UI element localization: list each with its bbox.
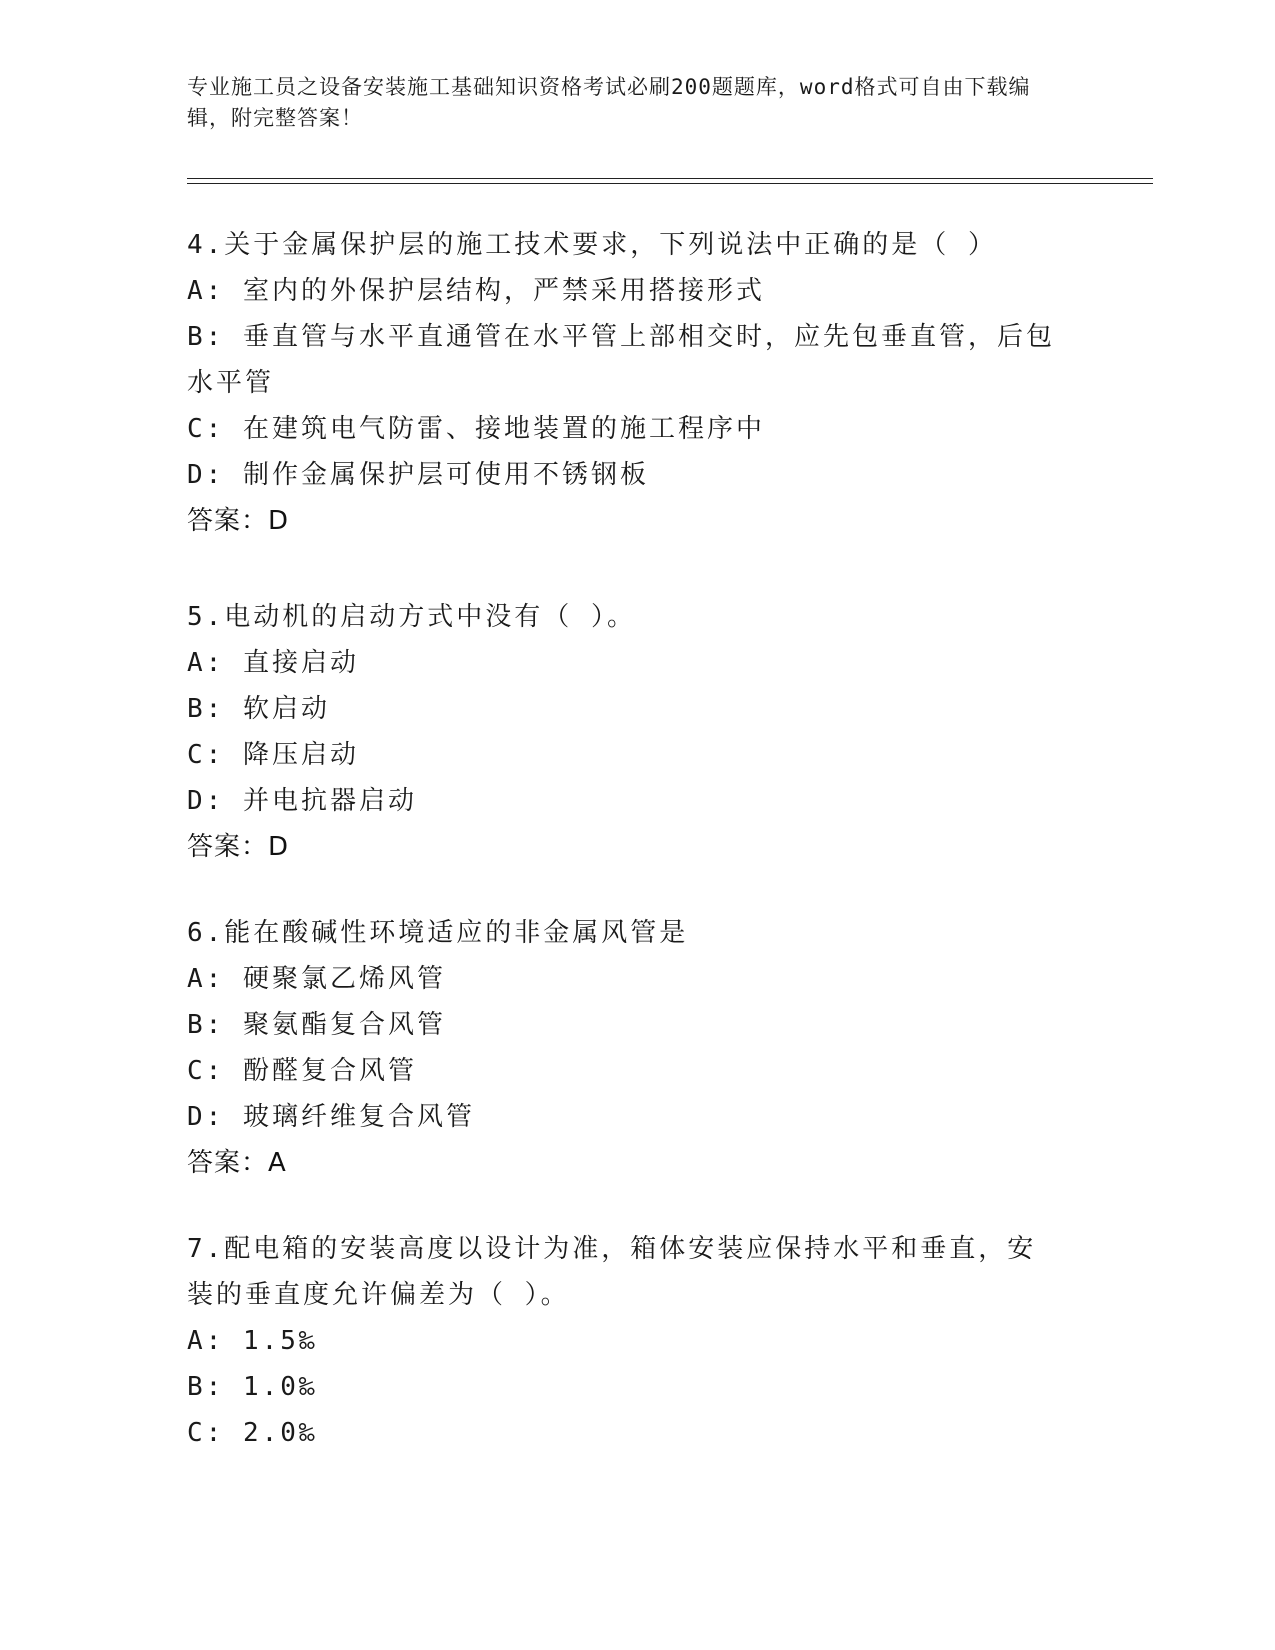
question-stem: 4.关于金属保护层的施工技术要求，下列说法中正确的是（ ）: [187, 230, 997, 260]
answer-label: 答案：A: [187, 1148, 287, 1178]
option-a: A: 直接启动: [187, 648, 359, 678]
header-divider-top: [187, 178, 1153, 179]
option-d: D: 制作金属保护层可使用不锈钢板: [187, 460, 649, 490]
question-6: [187, 910, 1067, 1186]
option-a: A: 室内的外保护层结构，严禁采用搭接形式: [187, 276, 765, 306]
option-a: A: 硬聚氯乙烯风管: [187, 964, 446, 994]
option-b: B: 1.0‰: [187, 1372, 318, 1402]
question-stem: 7.配电箱的安装高度以设计为准，箱体安装应保持水平和垂直，安装的垂直度允许偏差为（ ）。: [187, 1234, 1037, 1310]
option-d: D: 玻璃纤维复合风管: [187, 1102, 475, 1132]
answer-label: 答案：D: [187, 506, 290, 536]
question-7: [187, 1226, 1067, 1456]
option-a: A: 1.5‰: [187, 1326, 318, 1356]
option-c: C: 在建筑电气防雷、接地装置的施工程序中: [187, 414, 765, 444]
question-stem: 6.能在酸碱性环境适应的非金属风管是: [187, 918, 689, 948]
option-c: C: 2.0‰: [187, 1418, 318, 1448]
option-b: B: 聚氨酯复合风管: [187, 1010, 446, 1040]
document-header-description: 专业施工员之设备安装施工基础知识资格考试必刷200题题库，word格式可自由下载编辑，附完整答案！: [187, 75, 1031, 130]
option-d: D: 并电抗器启动: [187, 786, 417, 816]
question-5: [187, 594, 1067, 870]
question-4: [187, 222, 1067, 544]
option-c: C: 酚醛复合风管: [187, 1056, 417, 1086]
question-stem: 5.电动机的启动方式中没有（ ）。: [187, 602, 636, 632]
header-divider-bottom: [187, 183, 1153, 184]
option-b: B: 软启动: [187, 694, 330, 724]
answer-label: 答案：D: [187, 832, 290, 862]
option-c: C: 降压启动: [187, 740, 359, 770]
option-b: B: 垂直管与水平直通管在水平管上部相交时，应先包垂直管，后包水平管: [187, 322, 1055, 398]
